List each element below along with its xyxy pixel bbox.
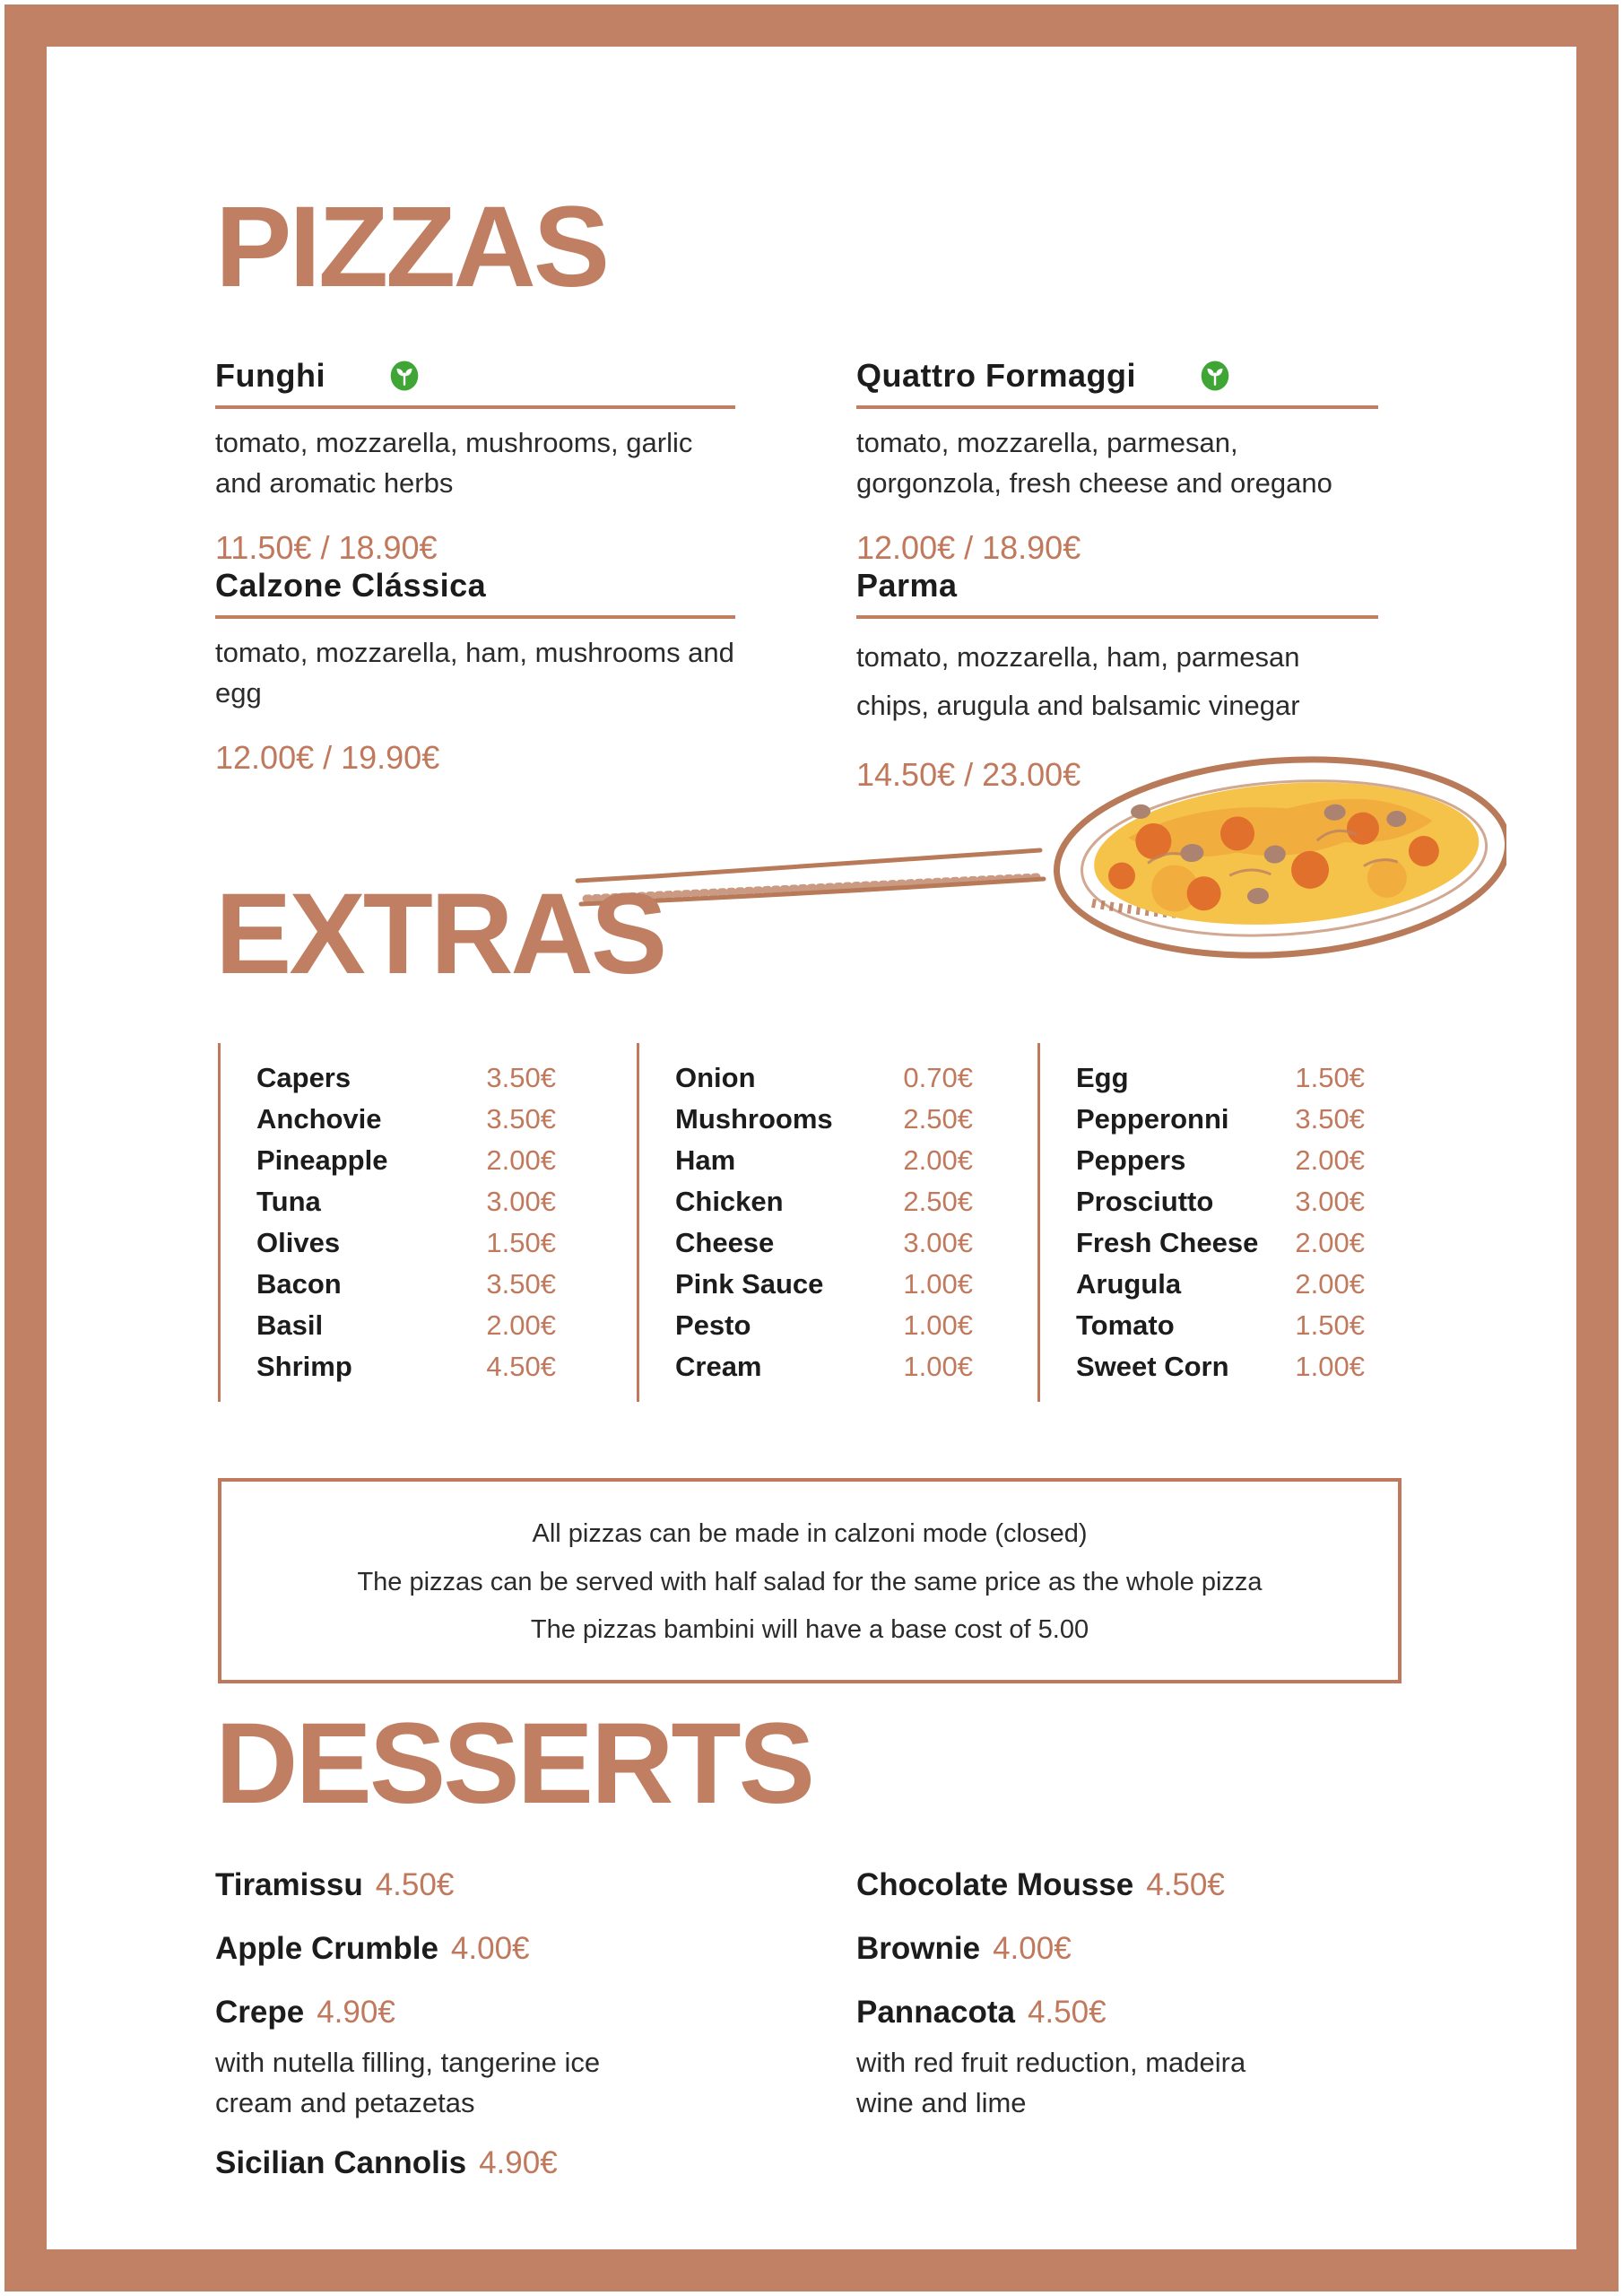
extra-name: Fresh Cheese xyxy=(1076,1227,1259,1258)
extras-row xyxy=(1076,1181,1365,1222)
pizza-paddle-illustration xyxy=(574,746,1506,972)
extras-row xyxy=(1076,1057,1365,1099)
extra-name: Egg xyxy=(1076,1062,1129,1093)
extras-row xyxy=(1076,1305,1365,1346)
dessert-description: with nutella filling, tangerine ice cream and petazetas xyxy=(215,2047,601,2118)
vegetarian-icon xyxy=(388,360,421,392)
extra-price: 1.00€ xyxy=(903,1309,973,1341)
dessert-name: Tiramissu xyxy=(215,1867,363,1902)
extra-price: 3.00€ xyxy=(1295,1186,1365,1217)
extra-price: 2.00€ xyxy=(486,1144,556,1176)
extra-price: 2.00€ xyxy=(486,1309,556,1341)
extra-price: 2.00€ xyxy=(1295,1227,1365,1258)
notice-line: All pizzas can be made in calzoni mode (closed) xyxy=(532,1519,1088,1548)
pizza-item-quattro-formaggi xyxy=(856,357,1378,567)
pizza-item-name: Quattro Formaggi xyxy=(856,357,1136,394)
pizza-item-price: 14.50€ / 23.00€ xyxy=(856,755,1081,793)
extra-name: Pepperonni xyxy=(1076,1103,1229,1135)
extra-price: 2.00€ xyxy=(903,1144,973,1176)
menu-notice-box xyxy=(218,1478,1402,1683)
extras-row xyxy=(256,1305,556,1346)
extras-row xyxy=(675,1305,973,1346)
extras-column-3 xyxy=(1037,1043,1411,1402)
extra-name: Anchovie xyxy=(256,1103,382,1135)
pizza-item-header xyxy=(215,357,735,409)
pizza-item-name: Parma xyxy=(856,567,958,604)
extra-price: 3.50€ xyxy=(486,1103,556,1135)
pizza-item-header xyxy=(856,567,1378,619)
dessert-item-chocolate-mousse xyxy=(856,1867,1448,1903)
extra-name: Bacon xyxy=(256,1268,342,1300)
extra-name: Arugula xyxy=(1076,1268,1182,1300)
extras-row xyxy=(256,1140,556,1181)
extra-name: Cream xyxy=(675,1351,762,1382)
extra-price: 3.50€ xyxy=(486,1062,556,1093)
extras-row xyxy=(675,1346,973,1387)
extras-section-title: EXTRAS xyxy=(215,870,665,998)
extras-row xyxy=(1076,1140,1365,1181)
extra-name: Mushrooms xyxy=(675,1103,833,1135)
dessert-price: 4.90€ xyxy=(479,2144,558,2180)
dessert-description: with red fruit reduction, madeira wine and lime xyxy=(856,2047,1246,2118)
dessert-line xyxy=(215,2145,807,2181)
extras-row xyxy=(1076,1346,1365,1387)
extras-row xyxy=(675,1140,973,1181)
extras-row xyxy=(675,1222,973,1264)
dessert-item-sicilian-cannolis xyxy=(215,2145,807,2181)
extra-price: 1.50€ xyxy=(1295,1309,1365,1341)
pizza-item-header xyxy=(215,567,735,619)
extras-row xyxy=(675,1264,973,1305)
extra-price: 3.50€ xyxy=(486,1268,556,1300)
extra-name: Prosciutto xyxy=(1076,1186,1214,1217)
extras-row xyxy=(675,1099,973,1140)
dessert-price: 4.00€ xyxy=(993,1931,1072,1966)
extra-name: Pineapple xyxy=(256,1144,388,1176)
dessert-price: 4.50€ xyxy=(1028,1995,1107,2030)
pizza-item-price: 11.50€ / 18.90€ xyxy=(215,528,438,566)
pizza-item-name: Calzone Clássica xyxy=(215,567,487,604)
dessert-line xyxy=(215,1995,807,2031)
extras-row xyxy=(256,1057,556,1099)
vegetarian-icon xyxy=(1199,360,1231,392)
dessert-price: 4.50€ xyxy=(1146,1867,1225,1902)
pizza-item-description: tomato, mozzarella, parmesan, gorgonzola, fresh cheese and oregano xyxy=(856,427,1332,499)
extras-price-table xyxy=(218,1043,1411,1402)
dessert-item-pannacota xyxy=(856,1995,1448,2124)
extra-price: 2.00€ xyxy=(1295,1268,1365,1300)
extra-price: 3.00€ xyxy=(903,1227,973,1258)
pizzas-section-title: PIZZAS xyxy=(215,183,608,311)
extras-row xyxy=(1076,1099,1365,1140)
dessert-line xyxy=(856,1995,1448,2031)
pizza-item-description: tomato, mozzarella, ham, mushrooms and egg xyxy=(215,637,734,709)
pizza-item-price: 12.00€ / 18.90€ xyxy=(856,528,1081,566)
dessert-name: Crepe xyxy=(215,1995,305,2030)
extra-name: Onion xyxy=(675,1062,756,1093)
pizza-item-description: tomato, mozzarella, mushrooms, garlic and aromatic herbs xyxy=(215,427,693,499)
pizza-item-price: 12.00€ / 19.90€ xyxy=(215,738,440,776)
extra-price: 2.00€ xyxy=(1295,1144,1365,1176)
pizza-item-name: Funghi xyxy=(215,357,325,394)
extras-row xyxy=(675,1057,973,1099)
dessert-line xyxy=(856,1867,1448,1903)
extra-price: 2.50€ xyxy=(903,1103,973,1135)
dessert-price: 4.00€ xyxy=(450,1931,530,1966)
notice-line: The pizzas can be served with half salad for the same price as the whole pizza xyxy=(357,1567,1263,1596)
extras-row xyxy=(256,1099,556,1140)
pizza-item-calzone-classica xyxy=(215,567,735,777)
dessert-item-apple-crumble xyxy=(215,1931,807,1967)
extra-name: Ham xyxy=(675,1144,736,1176)
notice-line: The pizzas bambini will have a base cost of 5.00 xyxy=(530,1615,1089,1645)
extra-price: 1.00€ xyxy=(903,1351,973,1382)
extras-column-1 xyxy=(218,1043,637,1402)
extras-row xyxy=(256,1181,556,1222)
dessert-name: Brownie xyxy=(856,1931,981,1966)
extras-row xyxy=(256,1264,556,1305)
extra-price: 3.00€ xyxy=(486,1186,556,1217)
dessert-line xyxy=(215,1931,807,1967)
extra-price: 2.50€ xyxy=(903,1186,973,1217)
extra-name: Cheese xyxy=(675,1227,775,1258)
extra-price: 1.50€ xyxy=(1295,1062,1365,1093)
extra-price: 3.50€ xyxy=(1295,1103,1365,1135)
dessert-line xyxy=(856,1931,1448,1967)
desserts-column-left xyxy=(215,1867,807,2209)
extras-row xyxy=(256,1222,556,1264)
extra-name: Pesto xyxy=(675,1309,751,1341)
dessert-price: 4.90€ xyxy=(317,1995,395,2030)
extra-name: Olives xyxy=(256,1227,341,1258)
extra-name: Peppers xyxy=(1076,1144,1186,1176)
pizza-item-funghi xyxy=(215,357,735,567)
dessert-name: Chocolate Mousse xyxy=(856,1867,1134,1902)
extra-price: 1.00€ xyxy=(1295,1351,1365,1382)
extra-name: Shrimp xyxy=(256,1351,352,1382)
extra-name: Pink Sauce xyxy=(675,1268,824,1300)
extra-name: Chicken xyxy=(675,1186,784,1217)
extra-name: Basil xyxy=(256,1309,324,1341)
dessert-name: Apple Crumble xyxy=(215,1931,438,1966)
extras-row xyxy=(1076,1264,1365,1305)
extras-column-2 xyxy=(637,1043,1037,1402)
extras-row xyxy=(1076,1222,1365,1264)
dessert-name: Pannacota xyxy=(856,1995,1015,2030)
dessert-name: Sicilian Cannolis xyxy=(215,2144,467,2180)
pizza-item-header xyxy=(856,357,1378,409)
pizza-item-description: tomato, mozzarella, ham, parmesan chips, arugula and balsamic vinegar xyxy=(856,641,1300,722)
dessert-line xyxy=(215,1867,807,1903)
dessert-item-brownie xyxy=(856,1931,1448,1967)
extras-row xyxy=(256,1346,556,1387)
extra-name: Tuna xyxy=(256,1186,321,1217)
extra-name: Sweet Corn xyxy=(1076,1351,1229,1382)
extra-price: 1.50€ xyxy=(486,1227,556,1258)
extra-price: 1.00€ xyxy=(903,1268,973,1300)
extra-price: 0.70€ xyxy=(903,1062,973,1093)
dessert-item-crepe xyxy=(215,1995,807,2124)
dessert-item-tiramissu xyxy=(215,1867,807,1903)
dessert-price: 4.50€ xyxy=(375,1867,455,1902)
desserts-section-title: DESSERTS xyxy=(215,1700,812,1828)
extra-price: 4.50€ xyxy=(486,1351,556,1382)
desserts-column-right xyxy=(856,1867,1448,2145)
extras-row xyxy=(675,1181,973,1222)
extra-name: Capers xyxy=(256,1062,352,1093)
extra-name: Tomato xyxy=(1076,1309,1175,1341)
